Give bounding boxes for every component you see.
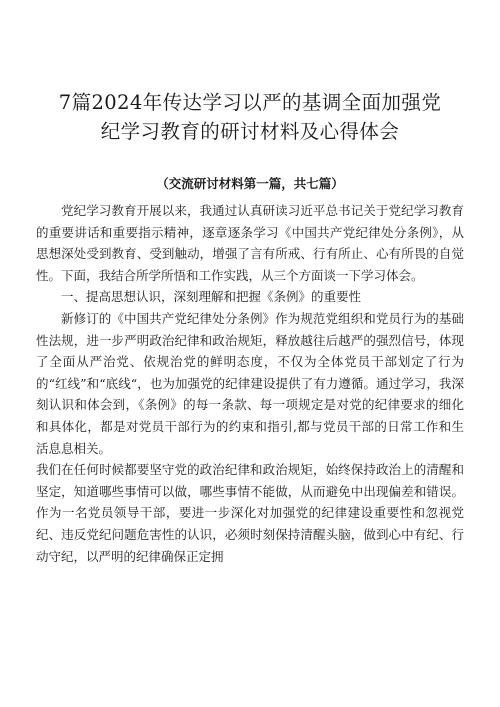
document-subtitle: （交流研讨材料第一篇，共七篇） (156, 176, 344, 191)
title-line-1: 7篇2024年传达学习以严的基调全面加强党 (58, 91, 442, 114)
document-body (36, 200, 464, 567)
body-paragraph-2: 新修订的《中国共产党纪律处分条例》作为规范党组织和党员行为的基础性法规，进一步严明政治纪律和政治规矩，释放越往后越严的强烈信号，体现了全面从严治党、依规治党的鲜明态度，不仅为全体党员干部划定了行为的“红线”和“底线“，也为加强党的纪律建设提供了有力遵循。通过学习，我深刻认识和体会到，《条例》的每一条款、每一项规定是对党的纪律要求的细化和具体化，都是对党员干部行为的约束和指引,都与党员干部的日常工作和生活息息相关。 (36, 310, 464, 456)
body-paragraph-intro: 党纪学习教育开展以来，我通过认真研读习近平总书记关于党纪学习教育的重要讲话和重要指示精神，逐章逐条学习《中国共产党纪律处分条例》，从思想深处受到教育、受到触动，增强了言有所戒、行有所止、心有所畏的自觉性。下面，我结合所学所悟和工作实践，从三个方面谈一下学习体会。 (36, 203, 464, 283)
title-line-2: 纪学习教育的研讨材料及心得体会 (100, 120, 400, 143)
section-heading-1: 一、提高思想认识，深刻理解和把握《条例》的重要性 (61, 289, 362, 305)
document-title (36, 88, 464, 146)
body-paragraph-3: 我们在任何时候都要坚守党的政治纪律和政治规矩，始终保持政治上的清醒和坚定，知道哪些事情可以做，哪些事情不能做，从而避免中出现偏差和错误。作为一名党员领导干部，要进一步深化对加强党的纪律建设重要性和忽视党纪、违反党纪问题危害性的认识，必须时刻保持清醒头脑，做到心中有纪、行动守纪，以严明的纪律确保正定拥 (36, 462, 464, 564)
